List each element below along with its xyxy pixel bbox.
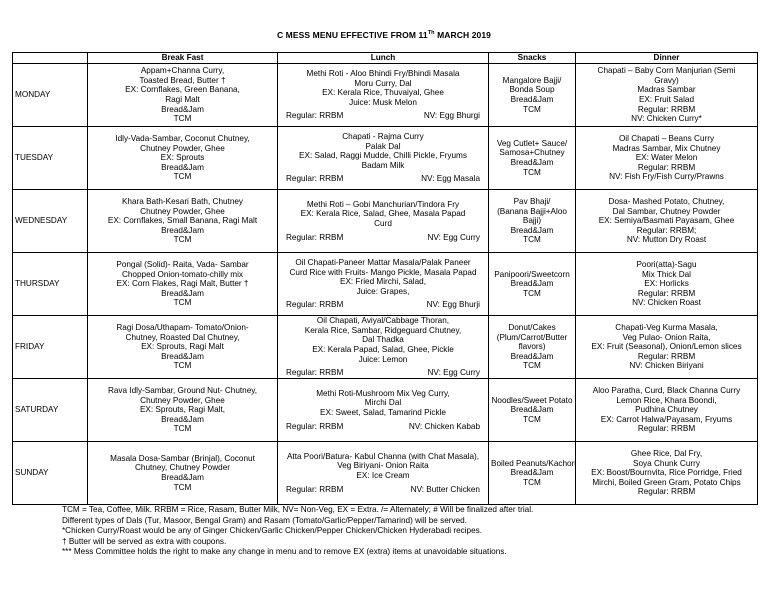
breakfast-item: Chutney, Roasted Dal Chutney, [125, 332, 240, 342]
breakfast-content [90, 454, 275, 492]
dinner-item: Aloo Paratha, Curd, Black Channa Curry [592, 386, 741, 396]
dinner-content [578, 323, 755, 371]
dinner-item: EX: Water Melon [635, 153, 698, 163]
lunch-regular-nv [280, 422, 486, 432]
breakfast-item: Appam+Channa Curry, [140, 66, 225, 76]
lunch-item: Veg Biriyani- Onion Raita [337, 461, 429, 471]
lunch-regular-nv [280, 368, 486, 378]
lunch-regular-nv [280, 300, 486, 310]
page-title: C MESS MENU EFFECTIVE FROM 11Th MARCH 2019 [276, 30, 492, 40]
lunch-regular: Regular: RRBM [286, 174, 344, 184]
lunch-cell [278, 316, 489, 379]
day-cell: FRIDAY [13, 316, 88, 379]
breakfast-cell [88, 442, 278, 505]
snacks-content [491, 197, 573, 245]
lunch-regular: Regular: RRBM [286, 484, 344, 494]
dinner-item: Regular: RRBM [637, 351, 696, 361]
snacks-item: Bonda Soup [509, 85, 555, 95]
lunch-regular: Regular: RRBM [286, 111, 344, 121]
dinner-item: Regular: RRBM [637, 424, 696, 434]
breakfast-item: EX: Sprouts, Ragi Malt, [139, 405, 226, 415]
dinner-item: Oil Chapati – Beans Curry [618, 134, 715, 144]
snacks-item: TCM [523, 167, 541, 177]
snacks-item: flavors) [518, 342, 546, 352]
header-row [13, 53, 758, 64]
snacks-cell [489, 190, 576, 253]
dinner-item: EX: Carrot Halwa/Payasam, Fryums [600, 414, 733, 424]
snacks-item: Bread&Jam [510, 351, 554, 361]
table-row [13, 64, 758, 127]
lunch-regular: Regular: RRBM [286, 232, 344, 242]
snacks-cell [489, 64, 576, 127]
lunch-item: Oil Chapati, Aviyal/Cabbage Thoran, [316, 316, 450, 326]
lunch-cell [278, 442, 489, 505]
breakfast-content [90, 134, 275, 182]
breakfast-item: EX: Sprouts, Ragi Malt [141, 342, 224, 352]
lunch-nonveg: NV: Egg Bhurgi [423, 111, 480, 121]
snacks-item: Bread&Jam [510, 95, 554, 104]
lunch-item: Mirchi Dal [364, 398, 402, 408]
breakfast-item: Ragi Dosa/Uthapam- Tomato/Onion- [116, 323, 249, 333]
breakfast-content [90, 66, 275, 124]
lunch-item: Kerala Rice, Sambar, Ridgeguard Chutney, [304, 325, 462, 335]
dinner-item: Regular: RRBM [637, 104, 696, 114]
day-cell: MONDAY [13, 64, 88, 127]
header-day [13, 53, 88, 64]
lunch-regular-nv [280, 111, 486, 121]
lunch-cell [278, 190, 489, 253]
snacks-cell [489, 379, 576, 442]
breakfast-item: Bread&Jam [161, 351, 204, 361]
dinner-cell [576, 442, 758, 505]
dinner-item: NV: Chicken Biriyani [629, 361, 704, 371]
dinner-item: Dal Sambar, Chutney Powder [612, 206, 721, 216]
breakfast-item: Bread&Jam [161, 473, 204, 482]
snacks-item: TCM [523, 104, 541, 114]
dinner-item: Regular: RRBM [637, 162, 696, 172]
breakfast-item: Bread&Jam [161, 288, 204, 298]
snacks-item: Bread&Jam [510, 279, 554, 289]
dinner-cell [576, 190, 758, 253]
day-cell: THURSDAY [13, 253, 88, 316]
day-cell: TUESDAY [13, 127, 88, 190]
dinner-item: Ghee Rice, Dal Fry, [630, 449, 703, 459]
lunch-item: Chapati - Rajma Curry [342, 132, 424, 142]
breakfast-item: TCM [173, 424, 192, 434]
dinner-content [578, 260, 755, 308]
snacks-item: TCM [523, 288, 541, 298]
breakfast-item: EX: Cornflakes, Green Banana, [125, 85, 240, 95]
day-cell: SUNDAY [13, 442, 88, 505]
lunch-content [280, 200, 486, 229]
dinner-cell [576, 253, 758, 316]
dinner-cell [576, 316, 758, 379]
dinner-content [578, 66, 755, 124]
snacks-content [491, 76, 573, 114]
lunch-content [280, 258, 486, 296]
lunch-content [280, 69, 486, 107]
lunch-item: EX: Sweet, Salad, Tamarind Pickle [320, 408, 446, 417]
snacks-item: Pav Bhaji/ [513, 197, 551, 207]
lunch-item: Methi Roti-Mushroom Mix Veg Curry, [316, 388, 450, 398]
snacks-content [491, 458, 577, 488]
dinner-item: Gravy) [654, 75, 679, 85]
breakfast-content [90, 197, 275, 245]
table-row [13, 442, 758, 505]
breakfast-item: TCM [173, 361, 192, 371]
dinner-item: Lemon Rice, Khara Boondi, [616, 395, 717, 405]
table-row [13, 316, 758, 379]
breakfast-content [90, 386, 275, 434]
dinner-content [578, 197, 755, 245]
dinner-item: Mix Thick Dal [642, 269, 691, 279]
lunch-item: Juice: Musk Melon [349, 97, 417, 107]
dinner-item: Dosa- Mashed Potato, Chutney, [608, 197, 725, 207]
breakfast-item: TCM [173, 482, 192, 492]
dinner-item: Pudhina Chutney [635, 405, 698, 415]
breakfast-cell [88, 253, 278, 316]
breakfast-item: Rava Idly-Sambar, Ground Nut- Chutney, [107, 386, 258, 396]
snacks-item: Boiled Peanuts/Kachori [491, 458, 577, 468]
lunch-nonveg: NV: Egg Curry [427, 232, 480, 242]
snacks-item: Bread&Jam [510, 158, 554, 167]
lunch-item: Curd [374, 219, 392, 228]
lunch-cell [278, 64, 489, 127]
lunch-regular: Regular: RRBM [286, 368, 344, 378]
snacks-content [491, 323, 573, 371]
lunch-content [280, 452, 486, 481]
snacks-item: TCM [523, 361, 541, 371]
snacks-cell [489, 442, 576, 505]
breakfast-item: Bread&Jam [161, 104, 204, 114]
header-breakfast: Break Fast [88, 53, 278, 64]
snacks-item: Noodles/Sweet Potato [491, 395, 573, 405]
lunch-regular: Regular: RRBM [286, 300, 344, 310]
dinner-item: Chapati-Veg Kurma Masala, [615, 323, 718, 333]
lunch-nonveg: NV: Butter Chicken [410, 484, 480, 494]
lunch-item: EX: Fried Mirchi, Salad, [340, 277, 426, 287]
lunch-nonveg: NV: Egg Masala [421, 174, 480, 184]
dinner-item: EX: Horlicks [644, 279, 689, 289]
snacks-cell [489, 253, 576, 316]
breakfast-cell [88, 379, 278, 442]
lunch-item: EX: Kerala Papad, Salad, Ghee, Pickle [312, 345, 454, 354]
lunch-cell [278, 127, 489, 190]
snacks-item: Samosa+Chutney [499, 148, 565, 158]
breakfast-item: Chopped Onion-tomato-chilly mix [121, 269, 244, 279]
snacks-cell [489, 127, 576, 190]
lunch-item: Juice: Grapes, [356, 286, 410, 296]
lunch-regular-nv [280, 233, 486, 243]
breakfast-cell [88, 64, 278, 127]
footnotes [62, 505, 533, 558]
dinner-item: NV: Mutton Dry Roast [626, 235, 707, 245]
breakfast-item: Khara Bath-Kesari Bath, Chutney [121, 197, 244, 207]
footnote: † Butter will be served as extra with coupons. [62, 536, 227, 546]
dinner-item: Poori(atta)-Sagu [636, 260, 697, 270]
lunch-item: Methi Roti - Aloo Bhindi Fry/Bhindi Masala [306, 69, 460, 79]
breakfast-item: TCM [173, 172, 192, 182]
breakfast-item: EX: Corn Flakes, Ragi Malt, Butter † [116, 279, 249, 289]
lunch-item: Palak Dal [365, 141, 401, 151]
lunch-item: Juice: Lemon [358, 354, 408, 364]
snacks-item: Bread&Jam [510, 468, 554, 478]
table-row [13, 127, 758, 190]
dinner-item: Madras Sambar [637, 85, 696, 95]
dinner-item: EX: Fruit Salad [638, 95, 695, 104]
lunch-content [280, 132, 486, 170]
breakfast-cell [88, 127, 278, 190]
breakfast-item: Chutney Powder, Ghee [140, 395, 225, 405]
lunch-regular: Regular: RRBM [286, 421, 344, 431]
breakfast-item: Masala Dosa-Sambar (Brinjal), Coconut [110, 453, 255, 463]
lunch-item: Badam Milk [361, 160, 405, 170]
dinner-item: EX: Boost/Bournvita, Rice Porridge, Fried [591, 468, 742, 478]
footnote: TCM = Tea, Coffee, Milk. RRBM = Rice, Rasam, Butter Milk, NV= Non-Veg, EX = Extra. /= Alternately; # Will be finalized after trial. [62, 505, 534, 514]
day-cell: WEDNESDAY [13, 190, 88, 253]
breakfast-item: Chutney Powder, Ghee [140, 143, 225, 153]
snacks-content [491, 139, 573, 177]
dinner-item: EX: Fruit (Seasonal), Onion/Lemon slices [591, 342, 742, 352]
lunch-item: EX: Kerala Rice, Thuvaiyal, Ghee [322, 88, 444, 98]
breakfast-item: Pongal (Solid)- Raita, Vada- Sambar [116, 260, 249, 270]
lunch-cell [278, 253, 489, 316]
lunch-item: Atta Poori/Batura- Kabul Channa (with Chat Masala), [286, 451, 480, 461]
table-row [13, 253, 758, 316]
breakfast-item: TCM [173, 114, 192, 124]
table-row [13, 379, 758, 442]
breakfast-cell [88, 316, 278, 379]
snacks-cell [489, 316, 576, 379]
dinner-item: NV: Fish Fry/Fish Curry/Prawns [609, 172, 724, 182]
breakfast-cell [88, 190, 278, 253]
dinner-content [578, 449, 755, 497]
snacks-item: Bread&Jam [510, 225, 554, 235]
snacks-item: Mangalore Bajji/ [502, 75, 562, 85]
lunch-item: EX: Salad, Raggi Mudde, Chilli Pickle, Fryums [299, 151, 467, 161]
breakfast-item: Chutney Powder, Ghee [140, 206, 225, 216]
snacks-item: TCM [523, 477, 541, 487]
snacks-item: (Banana Bajji+Aloo [497, 206, 567, 216]
lunch-item: Methi Roti – Gobi Manchurian/Tindora Fry [306, 199, 460, 209]
breakfast-item: Bread&Jam [161, 414, 204, 424]
breakfast-item: Chutney, Chutney Powder [135, 463, 230, 473]
snacks-item: Panipoori/Sweetcorn [494, 269, 570, 279]
lunch-item: Oil Chapati-Paneer Mattar Masala/Palak Paneer [295, 258, 471, 268]
dinner-item: Regular: RRBM [637, 288, 696, 298]
breakfast-content [90, 260, 275, 308]
dinner-item: NV: Chicken Curry* [631, 114, 702, 124]
lunch-content [280, 316, 486, 364]
dinner-cell [576, 64, 758, 127]
lunch-item: Moru Curry, Dal [354, 78, 412, 88]
breakfast-content [90, 323, 275, 371]
lunch-item: Curd Rice with Fruits- Mango Pickle, Masala Papad [289, 267, 477, 277]
snacks-content [491, 396, 573, 425]
snacks-content [491, 270, 573, 299]
footnote: Different types of Dals (Tur, Masoor, Bengal Gram) and Rasam (Tomato/Garlic/Pepper/Tamarind) will be served. [62, 515, 467, 525]
breakfast-item: Idly-Vada-Sambar, Coconut Chutney, [115, 134, 250, 144]
header-dinner: Dinner [576, 53, 758, 64]
footnote: *** Mess Committee holds the right to make any change in menu and to remove EX (extra) items at unavoidable situations. [62, 547, 507, 556]
breakfast-item: Bread&Jam [161, 225, 204, 235]
dinner-item: NV: Chicken Roast [632, 298, 701, 308]
menu-table [12, 52, 758, 505]
header-snacks: Snacks [489, 53, 576, 64]
dinner-content [578, 134, 755, 182]
menu-body [13, 64, 758, 505]
dinner-content [578, 386, 755, 434]
day-cell: SATURDAY [13, 379, 88, 442]
lunch-nonveg: NV: Egg Curry [427, 368, 480, 378]
dinner-item: Chapati – Baby Corn Manjurian (Semi [597, 66, 736, 76]
lunch-item: Dal Thadka [362, 335, 404, 345]
snacks-item: TCM [523, 235, 541, 245]
dinner-item: Mirchi, Boiled Green Gram, Potato Chips [592, 477, 741, 487]
breakfast-item: TCM [173, 298, 192, 308]
dinner-item: Veg Pulao- Onion Raita, [622, 332, 711, 342]
snacks-item: Donut/Cakes [508, 323, 556, 333]
footnote: *Chicken Curry/Roast would be any of Ginger Chicken/Garlic Chicken/Pepper Chicken/Chicken Hyderabadi recipes. [62, 526, 483, 535]
lunch-item: EX: Ice Cream [356, 471, 410, 480]
breakfast-item: Bread&Jam [161, 162, 204, 172]
dinner-item: Regular: RRBM [637, 487, 696, 497]
lunch-content [280, 389, 486, 418]
dinner-item: Regular: RRBM; [636, 225, 697, 235]
lunch-regular-nv [280, 174, 486, 184]
lunch-item: EX: Kerala Rice, Salad, Ghee, Masala Papad [300, 209, 466, 219]
breakfast-item: Ragi Malt [165, 95, 200, 104]
dinner-cell [576, 379, 758, 442]
lunch-nonveg: NV: Egg Bhurji [426, 300, 480, 310]
table-row [13, 190, 758, 253]
breakfast-item: Toasted Bread, Butter † [139, 75, 226, 85]
dinner-item: Soya Chunk Curry [633, 458, 700, 468]
dinner-cell [576, 127, 758, 190]
lunch-nonveg: NV: Chicken Kabab [408, 421, 480, 431]
lunch-cell [278, 379, 489, 442]
breakfast-item: EX: Cornflakes, Small Banana, Ragi Malt [107, 216, 258, 226]
header-lunch: Lunch [278, 53, 489, 64]
breakfast-item: EX: Sprouts [160, 153, 205, 163]
snacks-item: TCM [523, 414, 541, 424]
snacks-item: Veg Cutlet+ Sauce/ [496, 138, 568, 148]
dinner-item: EX: Semiya/Basmati Payasam, Ghee [598, 216, 735, 226]
snacks-item: Bajji) [522, 216, 542, 226]
dinner-item: Madras Sambar, Mix Chutney [612, 143, 721, 153]
breakfast-item: TCM [173, 235, 192, 245]
lunch-regular-nv [280, 485, 486, 495]
snacks-item: Bread&Jam [510, 405, 554, 415]
snacks-item: (Plum/Carrot/Butter [496, 332, 568, 342]
